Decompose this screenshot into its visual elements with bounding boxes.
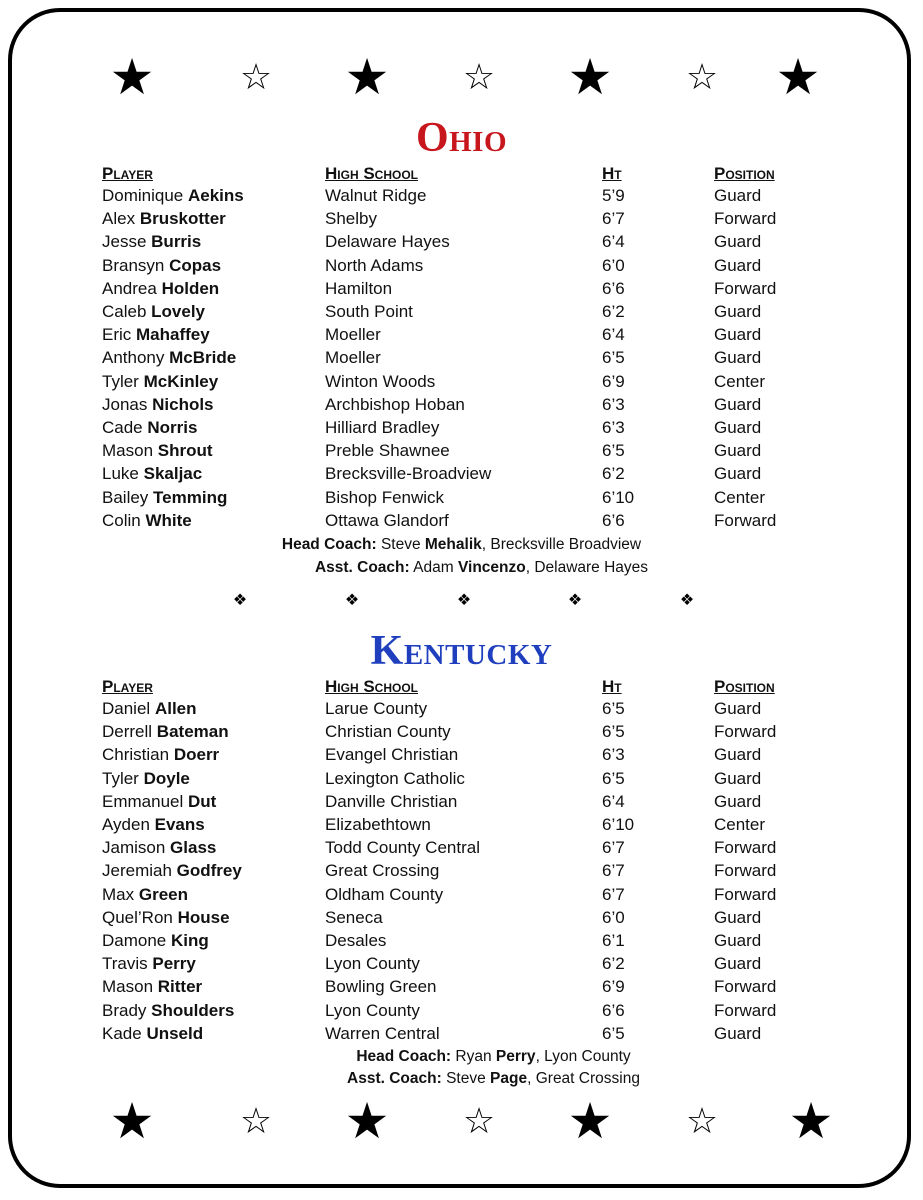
player-height: 6’5 [602,1023,625,1043]
coach-label: Asst. Coach: [314,559,410,576]
player-first-name: Quel’Ron [102,907,173,927]
player-name [102,441,213,461]
player-position: Center [714,487,766,507]
coach-school: , Delaware Hayes [525,559,649,576]
player-name [102,954,196,974]
player-school: Archbishop Hoban [325,394,465,414]
ohio-head-coach [0,536,923,554]
separator-icon: ❖ [232,592,248,609]
player-row [0,279,923,302]
player-first-name: Ayden [102,815,150,834]
player-school: Oldham County [325,884,444,904]
star-icon: ★ [775,49,821,105]
player-row [0,931,923,954]
player-name [102,279,219,299]
player-row [0,372,923,395]
ohio-title: Ohio [415,115,508,161]
player-school: Bishop Fenwick [325,487,445,507]
player-position: Forward [714,278,777,298]
player-school: Danville Christian [325,791,458,811]
player-row [0,395,923,418]
player-name [102,1024,203,1044]
header-school: High School [325,164,419,183]
player-name [102,186,244,206]
player-last-name: Evans [154,815,205,834]
player-height: 6’1 [602,931,625,950]
player-name [102,302,205,322]
player-first-name: Kade [102,1023,142,1043]
player-name [102,792,216,812]
player-school: Great Crossing [325,861,440,881]
player-row [0,908,923,931]
star-icon: ★ [567,49,613,105]
player-name [102,745,219,765]
star-outline-icon: ☆ [685,56,719,97]
player-school: Winton Woods [325,371,436,391]
player-last-name: White [145,510,192,530]
star-icon: ★ [344,1093,390,1149]
star-outline-icon: ☆ [239,56,273,97]
coach-first: Adam [413,559,454,576]
player-first-name: Jonas [102,394,148,414]
player-last-name: Green [138,884,188,904]
coach-first: Steve [380,536,421,553]
coach-label: Head Coach: [356,1048,452,1065]
player-height: 6’2 [602,954,625,974]
player-row [0,954,923,977]
coach-label: Asst. Coach: [347,1070,442,1087]
player-school: Bowling Green [325,977,437,997]
coach-first: Steve [446,1070,486,1087]
coach-last: Perry [495,1048,536,1065]
player-position: Guard [714,745,762,765]
player-position: Forward [714,209,777,229]
player-height: 6’5 [602,722,625,742]
player-row [0,464,923,487]
player-school: Hamilton [325,278,393,298]
player-last-name: McBride [169,348,237,368]
player-name [102,908,230,928]
player-row [0,977,923,1000]
player-row [0,861,923,884]
coach-last: Vincenzo [457,559,526,576]
player-first-name: Tyler [102,371,139,391]
player-first-name: Derrell [102,722,153,742]
player-last-name: King [171,931,209,950]
star-outline-icon: ☆ [685,1100,719,1141]
player-row [0,209,923,232]
player-name [102,395,214,415]
player-row [0,1001,923,1024]
player-last-name: Glass [170,838,217,858]
player-school: Larue County [325,699,428,718]
player-row [0,511,923,534]
player-school: Elizabethtown [325,815,431,834]
player-height: 6’7 [602,861,625,881]
player-first-name: Jesse [102,232,147,252]
player-height: 6’0 [602,907,625,927]
player-last-name: Unseld [146,1023,204,1043]
player-last-name: House [177,907,230,927]
player-first-name: Brady [102,1000,147,1020]
player-position: Guard [714,699,762,718]
player-height: 6’3 [602,745,625,765]
player-name [102,769,190,789]
header-position: Position [714,677,775,696]
player-last-name: Lovely [151,302,206,321]
player-position: Forward [714,977,777,997]
player-last-name: Shrout [157,441,213,461]
star-icon: ★ [567,1093,613,1149]
player-height: 6’5 [602,699,625,718]
player-row [0,699,923,722]
player-name [102,464,202,484]
player-first-name: Andrea [102,278,157,298]
player-school: Shelby [325,209,377,229]
player-last-name: Allen [154,699,197,718]
player-name [102,931,209,951]
player-last-name: Mahaffey [136,325,210,345]
player-height: 6’5 [602,348,625,368]
player-school: Brecksville-Broadview [325,464,492,484]
player-last-name: Shoulders [151,1000,235,1020]
player-row [0,256,923,279]
player-name [102,977,202,997]
star-outline-icon: ☆ [462,1100,496,1141]
kentucky-title: Kentucky [370,628,553,674]
player-height: 6’4 [602,232,625,252]
player-school: Desales [325,931,387,950]
player-last-name: Doerr [173,745,220,765]
player-first-name: Christian [102,745,170,765]
player-height: 6’7 [602,209,625,229]
player-name [102,815,205,835]
player-height: 6’4 [602,791,625,811]
player-height: 6’9 [602,371,625,391]
player-row [0,186,923,209]
player-name [102,209,226,229]
player-last-name: Aekins [188,186,244,205]
star-icon: ★ [344,49,390,105]
player-school: Seneca [325,907,383,927]
player-row [0,1024,923,1047]
player-height: 5’9 [602,186,625,205]
player-school: Todd County Central [325,838,480,858]
player-first-name: Dominique [102,186,184,205]
player-height: 6’2 [602,302,625,321]
player-last-name: Dut [188,791,217,811]
header-position: Position [714,164,775,183]
coach-last: Page [490,1070,528,1087]
player-position: Forward [714,1000,777,1020]
player-position: Center [714,371,766,391]
coach-first: Ryan [455,1048,492,1065]
player-first-name: Cade [102,418,143,437]
player-first-name: Daniel [102,699,151,718]
player-name [102,838,216,858]
player-row [0,418,923,441]
player-height: 6’6 [602,510,625,530]
kentucky-asst-coach [0,1070,923,1088]
header-ht: Ht [602,677,622,696]
player-position: Guard [714,255,762,275]
player-position: Guard [714,907,762,927]
player-position: Guard [714,931,762,950]
star-outline-icon: ☆ [239,1100,273,1141]
player-first-name: Anthony [102,348,165,368]
player-school: Evangel Christian [325,745,459,765]
header-ht: Ht [602,164,622,183]
player-first-name: Colin [102,510,141,530]
player-school: Lyon County [325,954,420,974]
player-school: Christian County [325,722,451,742]
player-school: South Point [325,302,413,321]
kentucky-head-coach [0,1048,923,1066]
player-height: 6’9 [602,977,625,997]
player-height: 6’7 [602,838,625,858]
player-position: Guard [714,418,762,437]
player-name [102,372,218,392]
player-last-name: Holden [161,278,220,298]
player-position: Forward [714,722,777,742]
player-last-name: Norris [147,418,198,437]
player-row [0,885,923,908]
player-name [102,488,227,508]
player-position: Guard [714,768,762,788]
star-icon: ★ [788,1093,834,1149]
player-height: 6’3 [602,418,625,437]
player-first-name: Eric [102,325,132,345]
player-row [0,348,923,371]
player-first-name: Travis [102,954,148,974]
player-row [0,815,923,838]
player-position: Forward [714,510,777,530]
player-name [102,232,201,252]
player-name [102,418,197,438]
player-height: 6’5 [602,768,625,788]
player-position: Guard [714,394,762,414]
player-first-name: Tyler [102,768,139,788]
player-row [0,722,923,745]
player-first-name: Mason [102,441,154,461]
player-height: 6’0 [602,255,625,275]
player-school: Ottawa Glandorf [325,510,449,530]
separator-icon: ❖ [567,592,583,609]
player-position: Guard [714,232,762,252]
player-school: Hilliard Bradley [325,418,440,437]
player-last-name: Skaljac [143,464,203,484]
player-position: Guard [714,325,762,345]
separator-icon: ❖ [679,592,695,609]
player-row [0,302,923,325]
ohio-asst-coach [0,559,923,577]
player-name [102,256,221,276]
player-first-name: Caleb [102,302,147,321]
player-name [102,511,192,531]
player-height: 6’10 [602,815,635,834]
player-name [102,861,242,881]
star-outline-icon: ☆ [462,56,496,97]
player-first-name: Bransyn [102,255,165,275]
separator-icon: ❖ [456,592,472,609]
player-last-name: Ritter [157,977,203,997]
player-name [102,885,188,905]
coach-school: , Great Crossing [527,1070,640,1087]
header-school: High School [325,677,419,696]
bottom-star-row [0,1094,923,1154]
player-first-name: Jamison [102,838,166,858]
player-school: Moeller [325,348,381,368]
coach-school: , Brecksville Broadview [481,536,642,553]
header-player: Player [102,677,153,696]
player-first-name: Jeremiah [102,861,172,881]
player-row [0,325,923,348]
player-school: North Adams [325,255,424,275]
player-last-name: Copas [169,255,222,275]
player-position: Guard [714,1023,762,1043]
player-height: 6’3 [602,394,625,414]
coach-last: Mehalik [424,536,482,553]
player-height: 6’6 [602,278,625,298]
player-last-name: Temming [153,487,228,507]
player-name [102,325,210,345]
player-height: 6’6 [602,1000,625,1020]
player-school: Moeller [325,325,381,345]
player-last-name: Bruskotter [139,209,226,229]
player-position: Center [714,815,766,834]
player-position: Forward [714,884,777,904]
player-row [0,769,923,792]
coach-label: Head Coach: [281,536,377,553]
player-last-name: Bateman [156,722,229,742]
player-height: 6’5 [602,441,625,461]
header-player: Player [102,164,153,183]
player-first-name: Max [102,884,135,904]
player-position: Forward [714,838,777,858]
player-row [0,488,923,511]
player-name [102,699,197,719]
player-first-name: Mason [102,977,154,997]
coach-school: , Lyon County [535,1048,631,1065]
player-position: Guard [714,186,762,205]
player-school: Lexington Catholic [325,768,465,788]
player-position: Guard [714,441,762,461]
player-last-name: McKinley [143,371,219,391]
player-first-name: Luke [102,464,139,484]
player-last-name: Perry [152,954,196,974]
player-school: Lyon County [325,1000,420,1020]
player-first-name: Emmanuel [102,791,184,811]
player-height: 6’2 [602,464,625,484]
player-name [102,348,236,368]
player-position: Forward [714,861,777,881]
top-star-row [0,50,923,110]
player-last-name: Nichols [152,394,214,414]
player-height: 6’10 [602,487,635,507]
star-icon: ★ [109,49,155,105]
player-row [0,232,923,255]
player-row [0,441,923,464]
player-height: 6’4 [602,325,625,345]
player-last-name: Godfrey [176,861,242,881]
separator-icon: ❖ [344,592,360,609]
player-row [0,745,923,768]
player-first-name: Bailey [102,487,149,507]
player-position: Guard [714,464,762,484]
player-school: Preble Shawnee [325,441,450,461]
player-first-name: Alex [102,209,136,229]
player-row [0,838,923,861]
player-row [0,792,923,815]
player-position: Guard [714,302,762,321]
player-school: Walnut Ridge [325,186,427,205]
ohio-header-row [0,164,923,187]
star-icon: ★ [109,1093,155,1149]
player-position: Guard [714,791,762,811]
player-school: Warren Central [325,1023,440,1043]
player-first-name: Damone [102,931,167,950]
player-position: Guard [714,348,762,368]
player-school: Delaware Hayes [325,232,450,252]
player-position: Guard [714,954,762,974]
player-name [102,1001,234,1021]
player-last-name: Burris [151,232,202,252]
player-last-name: Doyle [143,768,190,788]
kentucky-header-row [0,677,923,700]
player-height: 6’7 [602,884,625,904]
player-name [102,722,229,742]
